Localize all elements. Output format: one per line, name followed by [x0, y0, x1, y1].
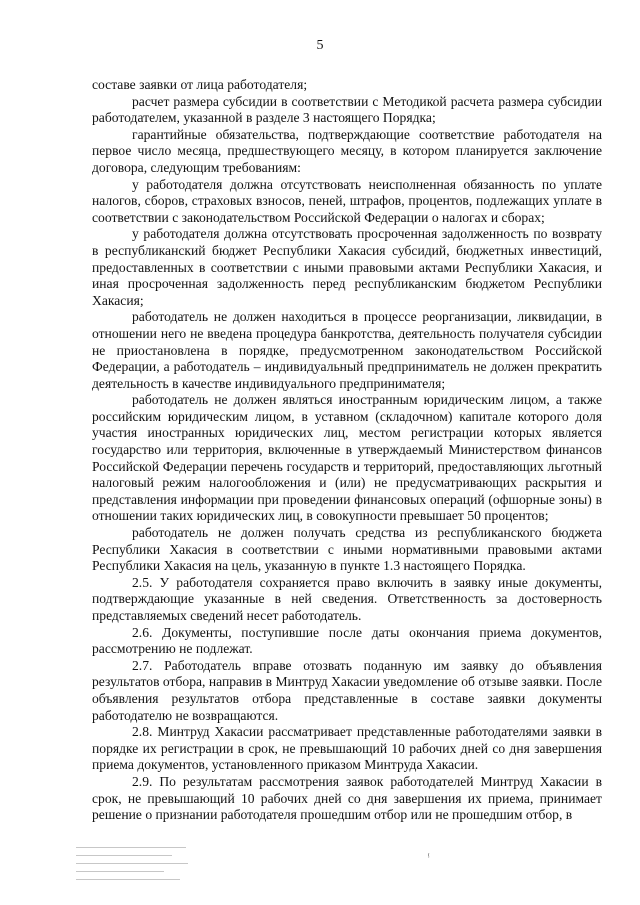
paragraph-other-funds: работодатель не должен получать средства из республиканского бюджета Республики Хакасия в соответствии с иными нормативными правовыми актами Республики Хакасия на цель, указанную в пункте 1.3 настоящего Порядка. [92, 525, 602, 574]
paragraph-2-5: 2.5. У работодателя сохраняется право включить в заявку иные документы, подтверждающие указанные в ней сведения. Ответственность за достоверность представляемых сведений несет работодатель. [92, 574, 602, 623]
paragraph-subsidy-calculation: расчет размера субсидии в соответствии с Методикой расчета размера субсидии работодателем, указанной в разделе 3 настоящего Порядка; [92, 93, 602, 126]
paragraph-guarantee-obligations: гарантийные обязательства, подтверждающие соответствие работодателя на первое число месяца, предшествующего месяцу, в котором планируется заключение договора, следующим требованиям: [92, 126, 602, 175]
paragraph-2-7: 2.7. Работодатель вправе отозвать поданную им заявку до объявления результатов отбора, направив в Минтруд Хакасии уведомление об отзыве заявки. После объявления результатов отбора представленные в составе заявки документы работодателю не возвращаются. [92, 657, 602, 723]
paragraph-2-8: 2.8. Минтруд Хакасии рассматривает представленные работодателями заявки в порядке их регистрации в срок, не превышающий 10 рабочих дней со дня завершения приема документов, установленного приказом Минтруда Хакасии. [92, 724, 602, 773]
paragraph-foreign-entity: работодатель не должен являться иностранным юридическим лицом, а также российским юридическим лицом, в уставном (складочном) капитале которого доля участия иностранных юридических лиц, местом регистрации которых является государство или территория, включенные в утверждаемый Министерством финансов Российской Федерации перечень государств и территорий, предоставляющих льготный налоговый режим налогообложения и (или) не предусматривающих раскрытия и представления информации при проведении финансовых операций (офшорные зоны) в отношении таких юридических лиц, в совокупности превышает 50 процентов; [92, 392, 602, 524]
paragraph-tax-obligations: у работодателя должна отсутствовать неисполненная обязанность по уплате налогов, сборов, страховых взносов, пеней, штрафов, процентов, подлежащих уплате в соответствии с законодательством Российской Федерации о налогах и сборах; [92, 176, 602, 225]
paragraph-continuation: составе заявки от лица работодателя; [92, 77, 308, 92]
document-body [92, 77, 602, 824]
paragraph-2-9: 2.9. По результатам рассмотрения заявок работодателей Минтруд Хакасии в срок, не превышающий 10 рабочих дней со дня завершения их приема, принимает решение о признании работодателя прошедшим отбор или не прошедшим отбор, в [92, 773, 602, 823]
scan-artifact-mark: ᵎ [428, 851, 430, 862]
page-number: 5 [316, 38, 324, 53]
paragraph-2-6: 2.6. Документы, поступившие после даты окончания приема документов, рассмотрению не подлежат. [92, 624, 602, 657]
paragraph-reorganization: работодатель не должен находиться в процессе реорганизации, ликвидации, в отношении него не введена процедура банкротства, деятельность получателя субсидии не приостановлена в порядке, предусмотренном законодательством Российской Федерации, а работодатель – индивидуальный предприниматель не должен прекратить деятельность в качестве индивидуального предпринимателя; [92, 309, 602, 391]
paragraph-budget-debt: у работодателя должна отсутствовать просроченная задолженность по возврату в республиканский бюджет Республики Хакасия субсидий, бюджетных инвестиций, предоставленных в соответствии с иными правовыми актами Республики Хакасия, и иная просроченная задолженность перед республиканским бюджетом Республики Хакасия; [92, 226, 602, 308]
faded-stamp-mark [76, 843, 194, 889]
